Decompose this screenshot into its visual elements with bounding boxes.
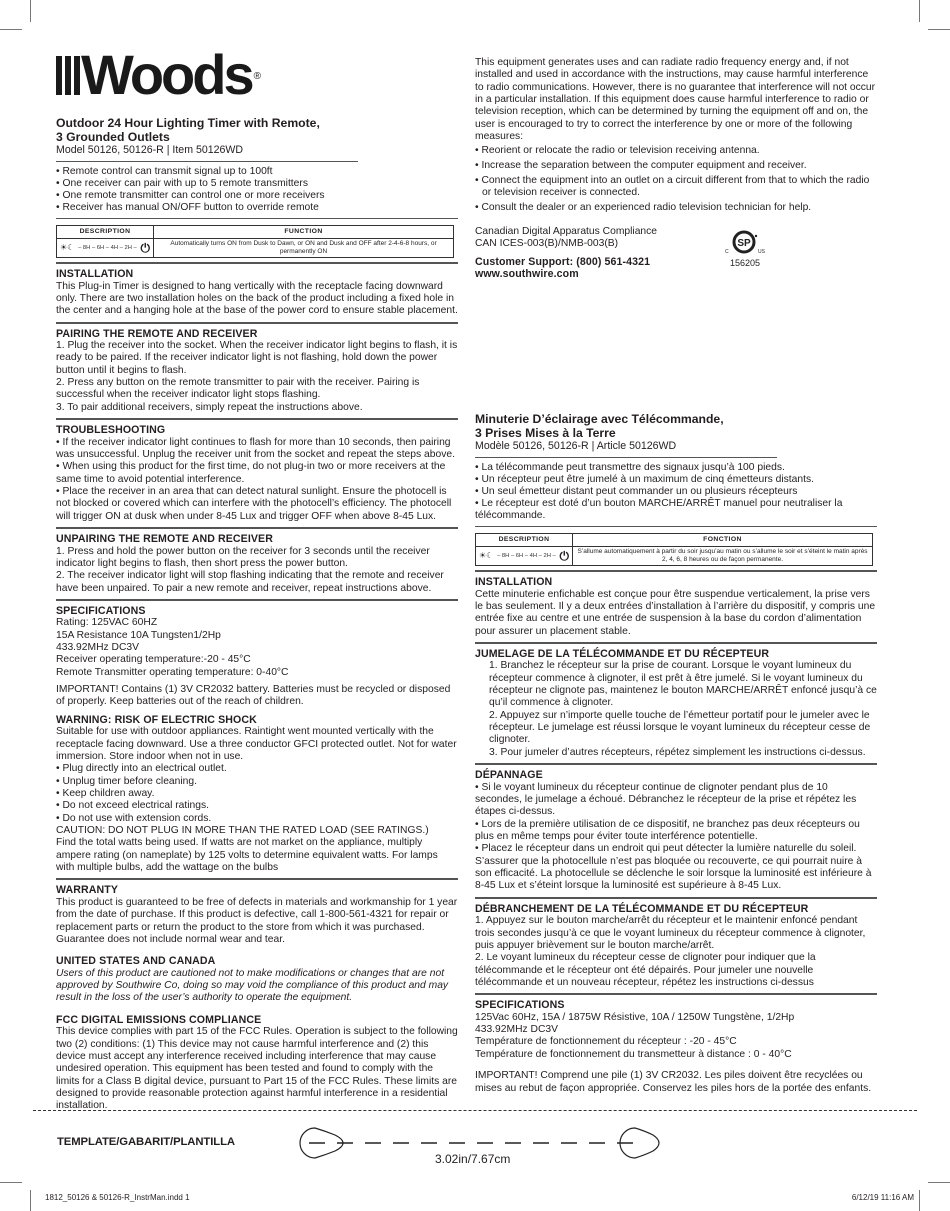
pairing-section [56,328,458,415]
spec-line: Rating: 125VAC 60HZ [56,617,158,629]
measure-item: • Connect the equipment into an outlet on a circuit different from that to which the radio or television receiver is connected. [475,175,870,199]
divider [56,161,358,162]
warning-section [56,714,458,875]
crop-mark [928,1182,950,1183]
title-line-2: 3 Prises Mises à la Terre [475,426,616,440]
model-number: Model 50126, 50126-R | Item 50126WD [56,144,244,156]
divider [475,763,877,765]
bullet: • Plug directly into an electrical outlet. [56,763,227,775]
english-column [56,43,458,1113]
description-cell [57,239,154,258]
bullet: • Placez le récepteur dans un endroit qui peut détecter la lumière naturelle du soleil. S’assurer que la photocellule n’est pas bloquée ou recouverte, ce qui pourrait nuire à son efficacité. La photocellule se déclenche le soir lorsque la luminosité est inférieure à 8-45 Lux et s’éteint lorsque la luminosité est supérieure à 8-45 Lux. [475,843,872,892]
section-heading: FCC DIGITAL EMISSIONS COMPLIANCE [56,1013,262,1026]
unpairing-section [56,533,458,595]
sun-moon-icon: ☀☾ [479,551,494,560]
divider [475,457,777,458]
section-heading: INSTALLATION [475,576,553,588]
bullet: • Si le voyant lumineux du récepteur continue de clignoter pendant plus de 10 secondes, le jumelage a échoué. Débranchez le récepteur de la prise et répétez les étapes ci-dessus. [475,781,857,818]
unpairing-section-fr [475,903,877,990]
troubleshooting-section-fr [475,769,877,893]
measure-item: • Increase the separation between the computer equipment and receiver. [475,160,807,172]
template-label: TEMPLATE/GABARIT/PLANTILLA [57,1136,235,1148]
logo-bars-icon [56,56,80,95]
crop-mark [30,1190,31,1211]
section-heading: WARNING: RISK OF ELECTRIC SHOCK [56,713,257,726]
warranty-text: This product is guaranteed to be free of defects in materials and workmanship for 1 year from the date of purchase. If this product is defective, call 1-800-561-4321 for repair or replacement parts or return the product to the store from which it was purchased. Guarantee does not include normal wear and tear. [56,896,458,945]
divider [56,527,458,529]
product-title [56,116,458,144]
registered-mark: ® [253,71,261,82]
fcc-measures-list [475,145,877,214]
support-website[interactable]: www.southwire.com [475,268,579,281]
right-column [475,57,877,1094]
crop-mark [919,0,920,22]
bullet: • Keep children away. [56,788,155,799]
divider [56,418,458,420]
feature-item: • La télécommande peut transmettre des signaux jusqu’à 100 pieds. [475,462,785,473]
table-row [57,239,454,258]
function-cell: Automatically turns ON from Dusk to Dawn, or ON and Dusk and OFF after 2-4-6-8 hours, or permanently ON [154,239,454,258]
specifications-section-fr [475,999,877,1095]
crop-mark [0,29,22,30]
crop-mark [928,29,950,30]
function-table-fr [475,533,873,566]
step: 3. Pour jumeler d’autres récepteurs, répétez simplement les instructions ci-dessus. [489,746,866,758]
section-heading: DÉBRANCHEMENT DE LA TÉLÉCOMMANDE ET DU RÉCEPTEUR [475,902,809,915]
fcc-text: This device complies with part 15 of the FCC Rules. Operation is subject to the following two (2) conditions: (1) This device may not cause harmful interference and (2) this device must accept any interference received including interference that may cause undesired operation. This equipment has been tested and found to comply with the limits for a Class B digital device, pursuant to Part 15 of the FCC Rules. These limits are designed to provide reasonable protection against harmful interference in a residential installation. [56,1026,458,1112]
bullet: • Do not exceed electrical ratings. [56,800,209,812]
step: 1. Press and hold the power button on the receiver for 3 seconds until the receiver indicator light begins to flash, then short press the power button. [56,545,430,569]
csa-c: C [725,249,729,256]
section-text: Cette minuterie enfichable est conçue pour être suspendue verticalement, la prise vers le bas seulement. Il y a deux entrées d’installation à l’arrière du dispositif, y compris une entrée fixe au centre et une entrée de suspension à la base du cordon d’alimentation pour assurer un placement stable. [475,588,876,637]
section-heading: SPECIFICATIONS [56,604,146,617]
csa-certification [725,230,765,269]
caution-text: CAUTION: DO NOT PLUG IN MORE THAN THE RATED LOAD (SEE RATINGS.) [56,825,429,837]
canadian-code: CAN ICES-003(B)/NMB-003(B) [475,238,619,250]
step: 1. Branchez le récepteur sur la prise de courant. Lorsque le voyant lumineux du récepteur commence à clignoter, il est prêt à être jumelé. Si le voyant lumineux du récepteur ne clignote pas, maintenez le bouton MARCHE/ARRÊT enfoncé jusqu’à ce qu’il commence à clignoter. [489,660,877,709]
sun-moon-icon: ☀☾ [60,243,75,252]
description-cell [476,547,573,566]
feature-list-fr [475,462,877,522]
section-heading: TROUBLESHOOTING [56,424,166,437]
feature-item: • Le récepteur est doté d’un bouton MARCHE/ARRÊT manuel pour neutraliser la télécommande. [475,498,843,521]
table-header-description: DESCRIPTION [57,226,154,239]
title-line-1: Minuterie D’éclairage avec Télécommande, [475,412,724,426]
divider [56,878,458,880]
step: 1. Plug the receiver into the socket. When the receiver indicator light begins to flash, it is ready to be paired. If the receiver indicator light is not flashing, hold down the power button until it begins to flash. [56,340,458,376]
us-canada-text: Users of this product are cautioned not to make modifications or changes that are not approved by Southwire Co, doing so may void the compliance of this product and may result in the loss of the user’s authority to operate the equipment. [56,967,449,1004]
bullet: • Do not use with extension cords. [56,812,212,824]
crop-mark [0,1182,22,1183]
function-cell: S’allume automatiquement à partir du soir jusqu’au matin ou s’allume le soir et s’éteint le matin après 2, 4, 6, 8 heures ou de façon permanente. [573,547,873,566]
table-header-function: FONCTION [573,534,873,547]
section-heading: UNITED STATES AND CANADA [56,955,216,968]
cut-line [33,1110,917,1111]
spec-line: Remote Transmitter operating temperature: 0-40°C [56,666,289,678]
spec-line: 15A Resistance 10A Tungsten1/2Hp [56,629,221,641]
section-heading: UNPAIRING THE REMOTE AND RECEIVER [56,533,273,545]
template-measurement: 3.02in/7.67cm [435,1152,511,1166]
pairing-section-fr [475,648,877,759]
measure-item: • Consult the dealer or an experienced radio television technician for help. [475,202,812,214]
title-line-1: Outdoor 24 Hour Lighting Timer with Remote, [56,116,320,130]
divider [475,897,877,899]
bullet: • Lors de la première utilisation de ce dispositif, ne branchez pas deux récepteurs ou plus en même temps pour éviter toute interférence potentielle. [475,818,860,842]
power-icon: ⏻ [140,241,150,255]
divider [56,322,458,324]
divider [56,218,458,219]
specifications-section [56,605,458,709]
fcc-section [56,1014,458,1113]
section-heading: INSTALLATION [56,268,134,280]
feature-item: • One receiver can pair with up to 5 remote transmitters [56,178,308,189]
troubleshooting-section [56,424,458,523]
installation-section-fr [475,576,877,638]
feature-item: • One remote transmitter can control one or more receivers [56,190,325,201]
csa-logo-icon [732,230,758,254]
crop-mark [919,1190,920,1211]
step: 3. To pair additional receivers, simply repeat the instructions above. [56,401,363,413]
bullet: • Unplug timer before cleaning. [56,775,197,787]
section-heading: JUMELAGE DE LA TÉLÉCOMMANDE ET DU RÉCEPTEUR [475,647,770,660]
feature-item: • Receiver has manual ON/OFF button to override remote [56,202,319,213]
divider [56,599,458,601]
spec-line: 433.92MHz DC3V [56,642,139,654]
french-section [475,412,877,1095]
divider [475,526,877,527]
table-header-description: DESCRIPTION [476,534,573,547]
step: 2. The receiver indicator light will stop flashing indicating that the remote and receiver have been unpaired. To pair a new remote and receiver, repeat instructions above. [56,570,444,594]
measure-item: • Reorient or relocate the radio or television receiving antenna. [475,145,760,157]
step: 2. Press any button on the remote transmitter to pair with the receiver. Pairing is successful when the receiver indicator light stops flashing. [56,377,420,401]
divider [475,993,877,995]
section-heading: SPECIFICATIONS [475,999,565,1012]
divider [56,262,458,264]
csa-us: US [758,249,765,256]
spec-line: Température de fonctionnement du récepteur : -20 - 45°C [475,1036,737,1048]
section-heading: WARRANTY [56,884,119,897]
crop-mark [30,0,31,22]
fcc-continued-text: This equipment generates uses and can radiate radio frequency energy and, if not installed and used in accordance with the instructions, may cause harmful interference to radio communications. However, there is no guarantee that interference will not occur in a particular installation. If this equipment does cause harmful interference to radio or television reception, which can be determined by turning the equipment off and on, the user is encouraged to try to correct the interference by one or more of the following measures: [475,57,876,143]
battery-notice: IMPORTANT! Contains (1) 3V CR2032 battery. Batteries must be recycled or disposed of properly. Keep batteries out of the reach of children. [56,684,451,708]
brand-logo [56,43,458,106]
watts-text: Find the total watts being used. If watts are not market on the appliance, multiply ampere rating (on nameplate) by 125 volts to determine equivalent watts. For lamps with multiple bulbs, add the wattage on the bulbs [56,837,438,874]
section-heading: PAIRING THE REMOTE AND RECEIVER [56,327,258,340]
title-line-2: 3 Grounded Outlets [56,130,170,144]
feature-item: • Un récepteur peut être jumelé à un maximum de cinq émetteurs distants. [475,474,814,485]
timer-sequence: – 8H – 6H – 4H – 2H – [497,553,556,559]
canadian-compliance: Canadian Digital Apparatus Compliance [475,226,658,238]
feature-list [56,166,458,214]
bullet: • Place the receiver in an area that can detect natural sunlight. Ensure the photocell is not blocked or covered which can interfere with the photocell’s efficiency. The photocell will trigger ON at dusk when under 8-45 Lux and trigger OFF when above 8-45 Lux. [56,485,452,522]
spec-line: 125Vac 60Hz, 15A / 1875W Résistive, 10A / 1250W Tungstène, 1/2Hp [475,1011,795,1023]
brand-name: Woods [81,43,252,106]
customer-support-phone: Customer Support: (800) 561-4321 [475,255,651,268]
compliance-block [475,226,877,281]
step: 2. Le voyant lumineux du récepteur cesse de clignoter pour indiquer que la télécommande et le récepteur ont été dépairés. Pour jumeler une nouvelle télécommande et un nouveau récepteur, répétez les instructions ci-dessus [475,952,816,988]
bullet: • If the receiver indicator light continues to flash for more than 10 seconds, then pairing was unsuccessful. Unplug the receiver unit from the socket and repeat the steps above. [56,436,455,460]
installation-section [56,268,458,318]
feature-item: • Un seul émetteur distant peut commander un ou plusieurs récepteurs [475,486,798,497]
model-number-fr: Modèle 50126, 50126-R | Article 50126WD [475,440,677,452]
spec-line: 433.92MHz DC3V [475,1024,558,1036]
divider [475,570,877,572]
svg-text:SP: SP [737,238,751,250]
section-heading: DÉPANNAGE [475,769,543,782]
product-title-fr [475,412,877,440]
section-text: This Plug-in Timer is designed to hang vertically with the receptacle facing downward only. There are two installation holes on the back of the product including a fixed hole in the center and a hanging hole at the base of the power cord to ensure stable placement. [56,280,458,317]
table-row [476,547,873,566]
step: 1. Appuyez sur le bouton marche/arrêt du récepteur et le maintenir enfoncé pendant trois secondes jusqu’à ce que le voyant lumineux du récepteur commence à clignoter, puis appuyer brièvement sur le bouton marche/arrêt. [475,915,866,951]
power-icon: ⏻ [559,549,569,563]
file-name: 1812_50126 & 50126-R_InstrMan.indd 1 [45,1193,190,1202]
us-canada-section [56,955,458,1005]
table-header-function: FUNCTION [154,226,454,239]
csa-number: 156205 [729,258,761,269]
battery-notice: IMPORTANT! Comprend une pile (1) 3V CR2032. Les piles doivent être recyclées ou mises au rebut de façon appropriée. Conservez les piles hors de la portée des enfants. [475,1070,872,1094]
step: 2. Appuyez sur n’importe quelle touche de l’émetteur portatif pour le jumeler avec le récepteur. Le jumelage est réussi lorsque le voyant lumineux du récepteur cesse de clignoter. [489,709,871,746]
bullet: • When using this product for the first time, do not plug-in two or more receivers at the same time to avoid potential interference. [56,461,446,485]
function-table [56,225,454,258]
print-timestamp: 6/12/19 11:16 AM [851,1193,914,1202]
warning-intro: Suitable for use with outdoor appliances. Raintight went mounted vertically with the receptacle facing downward. Use a three conductor GFCI protected outlet. Not for water immersion. Store indoor when not in use. [56,726,457,762]
feature-item: • Remote control can transmit signal up to 100ft [56,166,273,177]
warranty-section [56,884,458,946]
divider [475,642,877,644]
timer-sequence: – 8H – 6H – 4H – 2H – [78,245,137,251]
spec-line: Receiver operating temperature:-20 - 45°C [56,654,251,666]
spec-line: Température de fonctionnement du transmetteur à distance : 0 - 40°C [475,1048,792,1060]
